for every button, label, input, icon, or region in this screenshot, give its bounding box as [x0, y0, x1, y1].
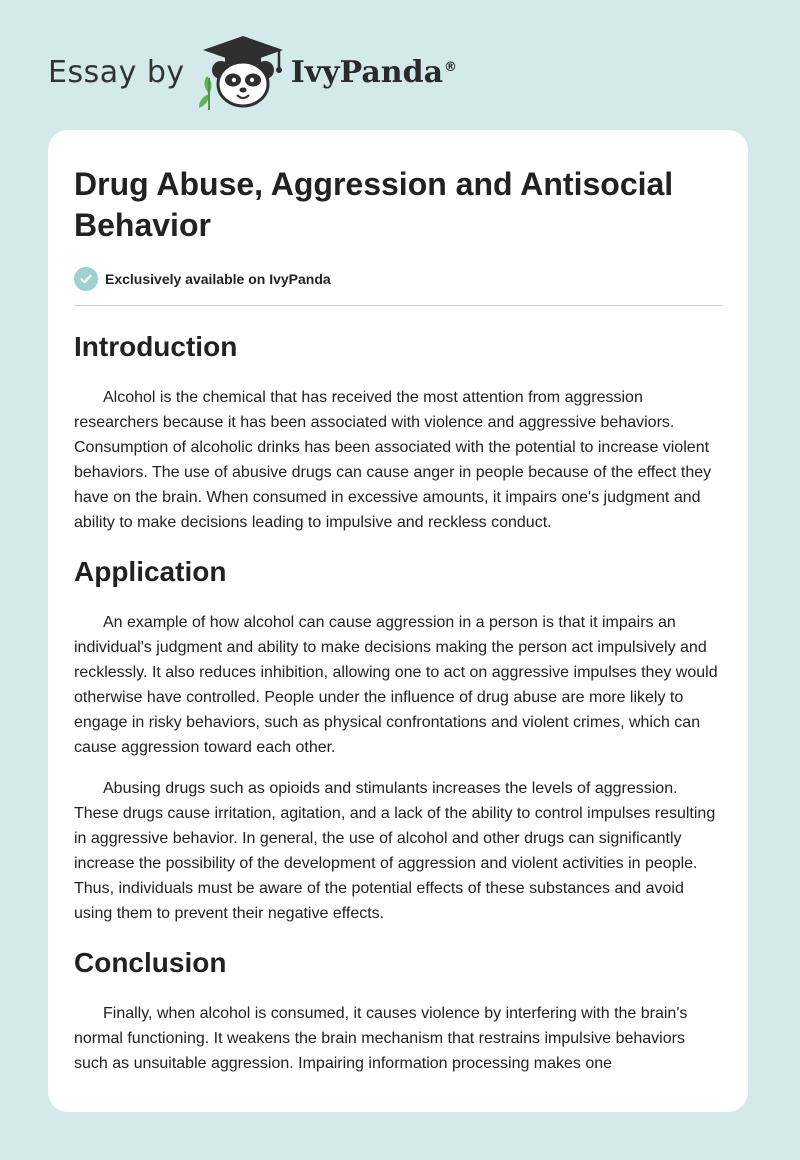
section-heading-introduction: Introduction — [74, 331, 238, 362]
paragraph: Finally, when alcohol is consumed, it causes violence by interfering with the brain's normal functioning. It weakens the brain mechanism that restrains impulsive behaviors such as unsuitable aggression. Impairing information processing makes one — [74, 1005, 688, 1072]
section-heading-application: Application — [74, 556, 227, 587]
essay-title: Drug Abuse, Aggression and Antisocial Behavior — [74, 166, 674, 243]
section-heading-conclusion: Conclusion — [74, 947, 227, 978]
paragraph: Abusing drugs such as opioids and stimulants increases the levels of aggression. These drugs cause irritation, agitation, and a lack of the ability to control impulses resulting in aggressive behavior. In general, the use of alcohol and other drugs can significantly increase the possibility of the development of aggression and violent activities in people. Thus, individuals must be aware of the potential effects of these substances and avoid using them to prevent their negative effects. — [74, 780, 716, 922]
essay-card — [48, 130, 748, 1112]
brand-name: IvyPanda® — [290, 54, 458, 90]
paragraph: An example of how alcohol can cause aggression in a person is that it impairs an individual's judgment and ability to make decisions making the person act impulsively and recklessly. It also reduces inhibition, allowing one to act on aggressive impulses they would otherwise have controlled. People under the influence of drug abuse are more likely to engage in risky behaviors, such as physical confrontations and violent crimes, which can cause aggression toward each other. — [74, 614, 718, 756]
essay-by-label: Essay by — [48, 54, 185, 90]
exclusive-badge — [74, 266, 722, 292]
registered-mark: ® — [444, 59, 458, 75]
paragraph: Alcohol is the chemical that has received the most attention from aggression researchers because it has been associated with violence and aggressive behaviors. Consumption of alcoholic drinks has been associated with the potential to increase violent behaviors. The use of abusive drugs can cause anger in people because of the effect they have on the brain. When consumed in excessive amounts, it impairs one's judgment and ability to make decisions leading to impulsive and reckless conduct. — [74, 389, 712, 531]
divider — [74, 305, 722, 306]
check-circle-icon — [74, 267, 98, 291]
panda-graduate-icon — [197, 34, 289, 110]
site-header — [48, 34, 457, 110]
exclusive-label: Exclusively available on IvyPanda — [105, 271, 331, 287]
